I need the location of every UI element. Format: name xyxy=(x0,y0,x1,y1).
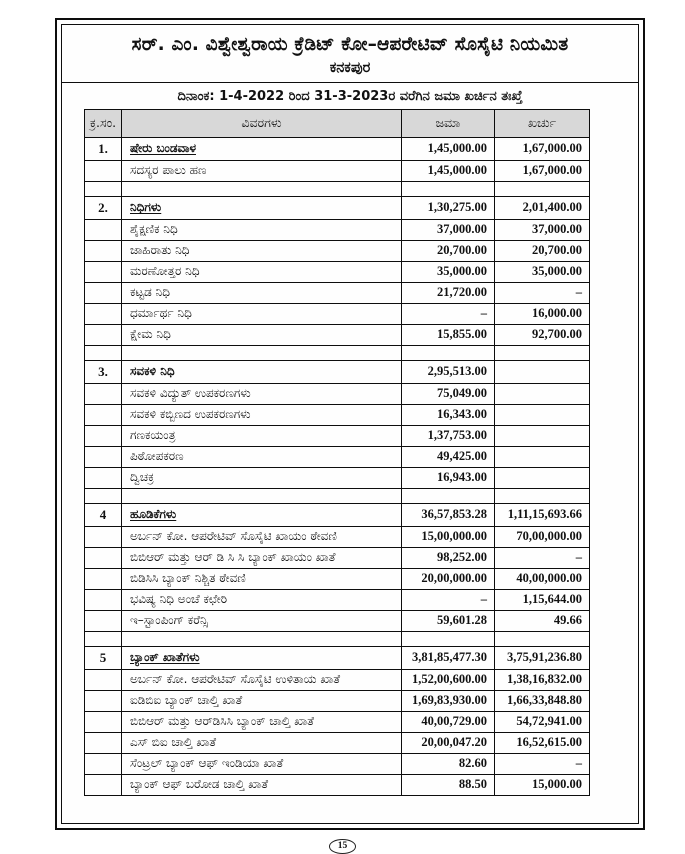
place-name: ಕನಕಪುರ xyxy=(329,59,371,76)
debit-amount-cell: 40,00,000.00 xyxy=(495,568,590,589)
row-label: ಸೆಂಟ್ರಲ್ ಬ್ಯಾಂಕ್ ಆಫ್ ಇಂಡಿಯಾ ಖಾತೆ xyxy=(130,756,284,771)
serial-number-cell xyxy=(85,669,122,690)
details-cell xyxy=(122,219,402,240)
debit-amount-cell: 92,700.00 xyxy=(495,324,590,345)
spacer-row xyxy=(85,488,590,503)
serial-number-cell xyxy=(85,467,122,488)
table-row xyxy=(85,610,590,631)
debit-amount-cell: – xyxy=(495,282,590,303)
details-cell xyxy=(122,345,402,360)
table-row xyxy=(85,219,590,240)
row-label: ಬ್ಯಾಂಕ್ ಖಾತೆಗಳು xyxy=(130,650,200,665)
serial-number-cell xyxy=(85,324,122,345)
row-label: ಬ್ಯಾಂಕ್ ಆಫ್ ಬರೋಡ ಚಾಲ್ತಿ ಖಾತೆ xyxy=(130,777,269,792)
details-cell xyxy=(122,774,402,795)
credit-amount-cell xyxy=(402,631,495,646)
debit-amount-cell: 1,67,000.00 xyxy=(495,160,590,181)
debit-amount-cell xyxy=(495,425,590,446)
row-label: ಎಸ್ ಬಿಐ ಚಾಲ್ತಿ ಖಾತೆ xyxy=(130,735,217,750)
table-row xyxy=(85,383,590,404)
debit-amount-cell xyxy=(495,181,590,196)
credit-amount-cell: 1,45,000.00 xyxy=(402,137,495,160)
serial-number-cell xyxy=(85,526,122,547)
row-label: ಭವಿಷ್ಯ ನಿಧಿ ಅಂಚೆ ಕಛೇರಿ xyxy=(130,592,228,607)
credit-amount-cell: 15,00,000.00 xyxy=(402,526,495,547)
page-number: 15 xyxy=(329,839,357,854)
credit-amount-cell: 1,30,275.00 xyxy=(402,196,495,219)
serial-number-cell xyxy=(85,345,122,360)
debit-amount-cell: 1,66,33,848.80 xyxy=(495,690,590,711)
details-cell xyxy=(122,589,402,610)
details-cell xyxy=(122,324,402,345)
table-row xyxy=(85,425,590,446)
details-cell xyxy=(122,404,402,425)
serial-number-cell xyxy=(85,282,122,303)
row-label: ಐಡಿಬಿಐ ಬ್ಯಾಂಕ್ ಚಾಲ್ತಿ ಖಾತೆ xyxy=(130,693,243,708)
header-credit: ಜಮಾ xyxy=(402,109,495,137)
debit-amount-cell: 1,15,644.00 xyxy=(495,589,590,610)
serial-number-cell xyxy=(85,383,122,404)
details-cell xyxy=(122,669,402,690)
credit-amount-cell: – xyxy=(402,303,495,324)
row-label: ಸವಕಳಿ ನಿಧಿ xyxy=(130,364,175,379)
details-cell xyxy=(122,181,402,196)
row-label: ಹೂಡಿಕೆಗಳು xyxy=(130,507,177,522)
spacer-row xyxy=(85,631,590,646)
debit-amount-cell: 3,75,91,236.80 xyxy=(495,646,590,669)
debit-amount-cell xyxy=(495,404,590,425)
credit-amount-cell: 35,000.00 xyxy=(402,261,495,282)
details-cell xyxy=(122,711,402,732)
table-row xyxy=(85,324,590,345)
credit-amount-cell: 20,00,000.00 xyxy=(402,568,495,589)
table-row xyxy=(85,669,590,690)
serial-number-cell xyxy=(85,589,122,610)
row-label: ಮರಣೋತ್ತರ ನಿಧಿ xyxy=(130,264,200,279)
serial-number-cell xyxy=(85,303,122,324)
credit-amount-cell: 98,252.00 xyxy=(402,547,495,568)
credit-amount-cell: 1,45,000.00 xyxy=(402,160,495,181)
debit-amount-cell: 37,000.00 xyxy=(495,219,590,240)
row-label: ನಿಧಿಗಳು xyxy=(130,200,162,215)
table-header-row xyxy=(85,109,590,137)
debit-amount-cell: – xyxy=(495,547,590,568)
row-label: ಬಿಬಿಆರ್ ಮತ್ತು ಆರ್‌ಡಿಸಿಸಿ ಬ್ಯಾಂಕ್ ಚಾಲ್ತಿ ಖಾತೆ xyxy=(130,714,315,729)
credit-amount-cell: 49,425.00 xyxy=(402,446,495,467)
table-row xyxy=(85,646,590,669)
serial-number-cell xyxy=(85,568,122,589)
details-cell xyxy=(122,568,402,589)
credit-amount-cell: 21,720.00 xyxy=(402,282,495,303)
debit-amount-cell xyxy=(495,360,590,383)
serial-number-cell: 5 xyxy=(85,646,122,669)
table-row xyxy=(85,137,590,160)
debit-amount-cell: 49.66 xyxy=(495,610,590,631)
serial-number-cell xyxy=(85,425,122,446)
serial-number-cell xyxy=(85,610,122,631)
serial-number-cell xyxy=(85,711,122,732)
table-row xyxy=(85,467,590,488)
credit-amount-cell xyxy=(402,181,495,196)
receipts-payments-table xyxy=(84,109,590,796)
row-label: ಷೇರು ಬಂಡವಾಳ xyxy=(130,141,196,156)
serial-number-cell xyxy=(85,488,122,503)
details-cell xyxy=(122,631,402,646)
credit-amount-cell: 3,81,85,477.30 xyxy=(402,646,495,669)
document-header xyxy=(62,25,638,83)
header-details: ವಿವರಗಳು xyxy=(122,109,402,137)
serial-number-cell xyxy=(85,753,122,774)
details-cell xyxy=(122,240,402,261)
details-cell xyxy=(122,610,402,631)
details-cell xyxy=(122,425,402,446)
credit-amount-cell: 2,95,513.00 xyxy=(402,360,495,383)
details-cell xyxy=(122,488,402,503)
credit-amount-cell: 82.60 xyxy=(402,753,495,774)
serial-number-cell xyxy=(85,261,122,282)
details-cell xyxy=(122,690,402,711)
details-cell xyxy=(122,732,402,753)
table-row xyxy=(85,690,590,711)
row-label: ಸವಕಳಿ ಕಬ್ಬಿಣದ ಉಪಕರಣಗಳು xyxy=(130,407,251,422)
debit-amount-cell xyxy=(495,446,590,467)
debit-amount-cell xyxy=(495,467,590,488)
credit-amount-cell: 1,69,83,930.00 xyxy=(402,690,495,711)
row-label: ಶೈಕ್ಷಣಿಕ ನಿಧಿ xyxy=(130,222,178,237)
serial-number-cell: 1. xyxy=(85,137,122,160)
table-row xyxy=(85,303,590,324)
table-row xyxy=(85,282,590,303)
details-cell xyxy=(122,282,402,303)
row-label: ಸದಸ್ಯರ ಪಾಲು ಹಣ xyxy=(130,163,207,178)
header-debit: ಖರ್ಚು xyxy=(495,109,590,137)
row-label: ಕಟ್ಟಡ ನಿಧಿ xyxy=(130,285,170,300)
row-label: ಧರ್ಮಾರ್ಥ ನಿಧಿ xyxy=(130,306,192,321)
serial-number-cell xyxy=(85,446,122,467)
credit-amount-cell: 88.50 xyxy=(402,774,495,795)
credit-amount-cell: 16,343.00 xyxy=(402,404,495,425)
details-cell xyxy=(122,646,402,669)
row-label: ಕ್ಷೇಮ ನಿಧಿ xyxy=(130,327,171,342)
details-cell xyxy=(122,446,402,467)
details-cell xyxy=(122,383,402,404)
statement-period: ದಿನಾಂಕ: 1-4-2022 ರಿಂದ 31-3-2023ರ ವರೆಗಿನ ಜಮಾ ಖರ್ಚಿನ ತಃಖ್ತೆ xyxy=(177,88,523,104)
serial-number-cell xyxy=(85,547,122,568)
table-row xyxy=(85,774,590,795)
credit-amount-cell xyxy=(402,345,495,360)
table-row xyxy=(85,196,590,219)
debit-amount-cell: 1,67,000.00 xyxy=(495,137,590,160)
serial-number-cell xyxy=(85,404,122,425)
row-label: ಅರ್ಬನ್ ಕೋ. ಆಪರೇಟಿವ್ ಸೊಸೈಟಿ ಖಾಯಂ ಠೇವಣಿ xyxy=(130,529,337,544)
credit-amount-cell: 37,000.00 xyxy=(402,219,495,240)
table-row xyxy=(85,526,590,547)
row-label: ಜಾಹಿರಾತು ನಿಧಿ xyxy=(130,243,190,258)
debit-amount-cell: 1,38,16,832.00 xyxy=(495,669,590,690)
credit-amount-cell: 75,049.00 xyxy=(402,383,495,404)
table-row xyxy=(85,732,590,753)
page-frame-inner xyxy=(61,24,639,824)
serial-number-cell xyxy=(85,240,122,261)
serial-number-cell xyxy=(85,774,122,795)
page-frame xyxy=(55,18,645,830)
serial-number-cell xyxy=(85,690,122,711)
serial-number-cell xyxy=(85,181,122,196)
table-row xyxy=(85,753,590,774)
details-cell xyxy=(122,303,402,324)
serial-number-cell xyxy=(85,732,122,753)
credit-amount-cell: 40,00,729.00 xyxy=(402,711,495,732)
details-cell xyxy=(122,196,402,219)
serial-number-cell: 2. xyxy=(85,196,122,219)
row-label: ಬಿಡಿಸಿಸಿ ಬ್ಯಾಂಕ್ ನಿಶ್ಚಿತ ಠೇವಣಿ xyxy=(130,571,246,586)
credit-amount-cell xyxy=(402,488,495,503)
serial-number-cell: 3. xyxy=(85,360,122,383)
debit-amount-cell: 16,52,615.00 xyxy=(495,732,590,753)
credit-amount-cell: 1,37,753.00 xyxy=(402,425,495,446)
credit-amount-cell: 36,57,853.28 xyxy=(402,503,495,526)
table-row xyxy=(85,360,590,383)
credit-amount-cell: 59,601.28 xyxy=(402,610,495,631)
row-label: ಗಣಕಯಂತ್ರ xyxy=(130,428,176,443)
debit-amount-cell: 35,000.00 xyxy=(495,261,590,282)
credit-amount-cell: 20,00,047.20 xyxy=(402,732,495,753)
table-row xyxy=(85,568,590,589)
debit-amount-cell xyxy=(495,383,590,404)
row-label: ಪಿಠೋಪಕರಣ xyxy=(130,449,184,464)
details-cell xyxy=(122,261,402,282)
table-row xyxy=(85,503,590,526)
serial-number-cell xyxy=(85,219,122,240)
debit-amount-cell: – xyxy=(495,753,590,774)
row-label: ಸವಕಳಿ ವಿದ್ಯುತ್ ಉಪಕರಣಗಳು xyxy=(130,386,251,401)
debit-amount-cell: 16,000.00 xyxy=(495,303,590,324)
row-label: ಅರ್ಬನ್ ಕೋ. ಆಪರೇಟಿವ್ ಸೊಸೈಟಿ ಉಳಿತಾಯ ಖಾತೆ xyxy=(130,672,341,687)
debit-amount-cell: 70,00,000.00 xyxy=(495,526,590,547)
table-row xyxy=(85,589,590,610)
table-row xyxy=(85,711,590,732)
serial-number-cell: 4 xyxy=(85,503,122,526)
credit-amount-cell: 16,943.00 xyxy=(402,467,495,488)
details-cell xyxy=(122,547,402,568)
debit-amount-cell xyxy=(495,345,590,360)
table-row xyxy=(85,547,590,568)
details-cell xyxy=(122,503,402,526)
spacer-row xyxy=(85,345,590,360)
serial-number-cell xyxy=(85,160,122,181)
row-label: ದ್ವಿಚಕ್ರ xyxy=(130,470,155,485)
details-cell xyxy=(122,753,402,774)
table-row xyxy=(85,446,590,467)
details-cell xyxy=(122,160,402,181)
credit-amount-cell: 1,52,00,600.00 xyxy=(402,669,495,690)
table-row xyxy=(85,261,590,282)
credit-amount-cell: 15,855.00 xyxy=(402,324,495,345)
debit-amount-cell: 1,11,15,693.66 xyxy=(495,503,590,526)
serial-number-cell xyxy=(85,631,122,646)
debit-amount-cell: 2,01,400.00 xyxy=(495,196,590,219)
header-serial-number: ಕ್ರ.ಸಂ. xyxy=(85,109,122,137)
debit-amount-cell xyxy=(495,488,590,503)
debit-amount-cell: 54,72,941.00 xyxy=(495,711,590,732)
table-row xyxy=(85,240,590,261)
debit-amount-cell: 20,700.00 xyxy=(495,240,590,261)
details-cell xyxy=(122,467,402,488)
row-label: ಇ–ಸ್ಟಾಂಪಿಂಗ್ ಕರೆನ್ಸಿ xyxy=(130,613,208,628)
row-label: ಬಿಬಿಆರ್ ಮತ್ತು ಆರ್ ಡಿ ಸಿ ಸಿ ಬ್ಯಾಂಕ್ ಖಾಯಂ ಖಾತೆ xyxy=(130,550,336,565)
details-cell xyxy=(122,137,402,160)
table-row xyxy=(85,160,590,181)
debit-amount-cell: 15,000.00 xyxy=(495,774,590,795)
spacer-row xyxy=(85,181,590,196)
society-name: ಸರ್. ಎಂ. ವಿಶ್ವೇಶ್ವರಾಯ ಕ್ರೆಡಿಟ್ ಕೋ–ಆಪರೇಟಿವ್ ಸೊಸೈಟಿ ನಿಯಮಿತ xyxy=(131,34,569,55)
table-row xyxy=(85,404,590,425)
debit-amount-cell xyxy=(495,631,590,646)
page-footer xyxy=(0,833,685,854)
details-cell xyxy=(122,526,402,547)
credit-amount-cell: – xyxy=(402,589,495,610)
credit-amount-cell: 20,700.00 xyxy=(402,240,495,261)
details-cell xyxy=(122,360,402,383)
